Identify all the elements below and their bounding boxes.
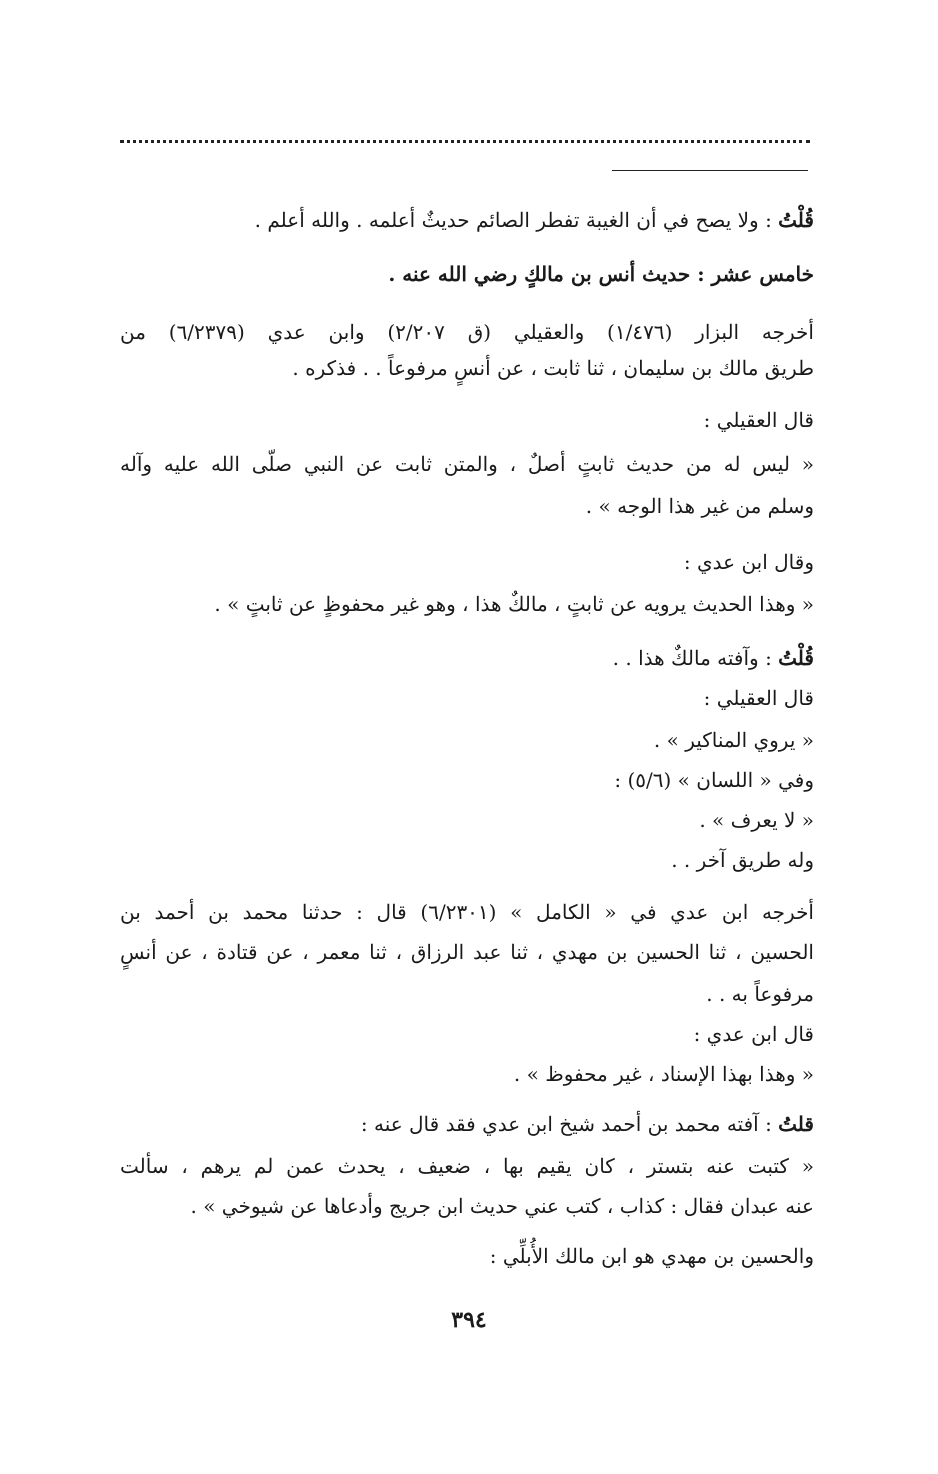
- text-line-19: قال ابن عدي :: [693, 1022, 814, 1046]
- text-line-16: أخرجه ابن عدي في « الكامل » (٦/٢٣٠١) قال : حدثنا محمد بن أحمد بن: [120, 900, 814, 924]
- text-line-14: « لا يعرف » .: [699, 808, 814, 832]
- qultu-term: قُلْتُ: [778, 646, 814, 670]
- text-line-20: « وهذا بهذا الإسناد ، غير محفوظ » .: [513, 1062, 814, 1086]
- section-heading: خامس عشر : حديث أنس بن مالكٍ رضي الله عنه .: [388, 262, 814, 286]
- text-line-23: عنه عبدان فقال : كذاب ، كتب عني حديث ابن جريج وأدعاها عن شيوخي » .: [190, 1194, 814, 1218]
- text-line-6: « ليس له من حديث ثابتٍ أصلٌ ، والمتن ثابت عن النبي صلّى الله عليه وآله: [120, 452, 814, 476]
- text-line-13: وفي « اللسان » (٥/٦) :: [614, 768, 814, 792]
- text-line-10: قُلْتُ : وآفته مالكٌ هذا . .: [612, 646, 814, 670]
- footnote-rule: [612, 170, 808, 171]
- text-line-11: قال العقيلي :: [703, 686, 814, 710]
- text-line-15: وله طريق آخر . .: [671, 848, 814, 872]
- text-line-1: قُلْتُ : ولا يصح في أن الغيبة تفطر الصائم حديثٌ أعلمه . والله أعلم .: [254, 208, 814, 232]
- text-line-24: والحسين بن مهدي هو ابن مالك الأُبلِّي :: [489, 1244, 814, 1268]
- text-line-21: قلتُ : آفته محمد بن أحمد شيخ ابن عدي فقد قال عنه :: [360, 1112, 814, 1136]
- text-line-18: مرفوعاً به . .: [706, 982, 814, 1006]
- text-line-4: طريق مالك بن سليمان ، ثنا ثابت ، عن أنسٍ مرفوعاً . . فذكره .: [292, 356, 814, 380]
- text-line-3: أخرجه البزار (١/٤٧٦) والعقيلي (ق ٢/٢٠٧) وابن عدي (٦/٢٣٧٩) من: [120, 320, 814, 344]
- text-line-12: « يروي المناكير » .: [653, 728, 814, 752]
- qultu-term: قُلْتُ: [778, 208, 814, 232]
- text-line-8: وقال ابن عدي :: [683, 550, 814, 574]
- footnote-dotted-separator: [120, 140, 810, 143]
- text-line-9: « وهذا الحديث يرويه عن ثابتٍ ، مالكٌ هذا ، وهو غير محفوظٍ عن ثابتٍ » .: [214, 592, 814, 616]
- text-line-22: « كتبت عنه بتستر ، كان يقيم بها ، ضعيف ، يحدث عمن لم يرهم ، سألت: [120, 1154, 814, 1178]
- text-line-17: الحسين ، ثنا الحسين بن مهدي ، ثنا عبد الرزاق ، ثنا معمر ، عن قتادة ، عن أنسٍ: [120, 940, 814, 964]
- text-line-7: وسلم من غير هذا الوجه » .: [585, 494, 814, 518]
- page-number: ٣٩٤: [451, 1307, 487, 1333]
- qultu-term: قلتُ: [778, 1112, 814, 1136]
- text-line-5: قال العقيلي :: [703, 408, 814, 432]
